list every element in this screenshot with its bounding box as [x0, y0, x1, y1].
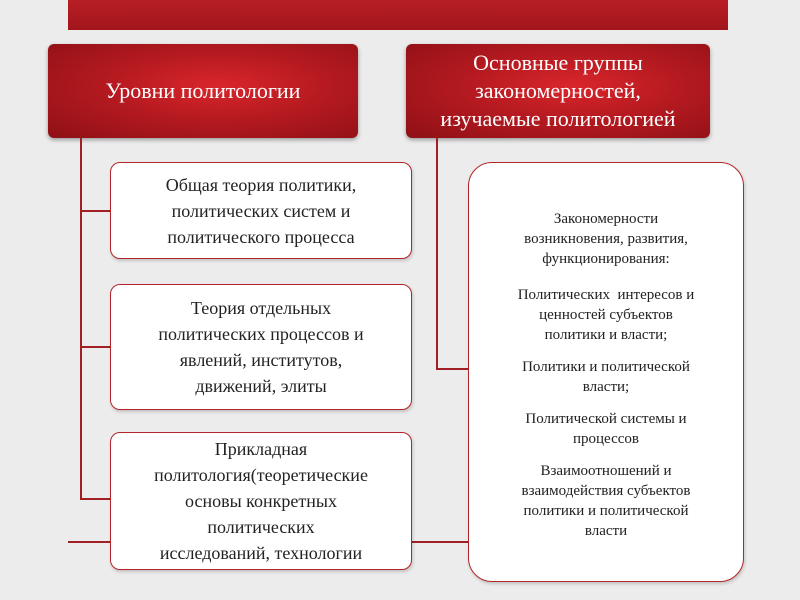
box-text-line: Прикладная	[214, 439, 308, 459]
box-text-line: процессов	[573, 431, 639, 447]
box-text-line: Закономерности	[553, 211, 659, 227]
box-text-line: власти;	[582, 379, 630, 395]
box-special-theory	[110, 284, 412, 410]
box-text-line: Политических интересов и	[517, 287, 695, 303]
box-applied-politology	[110, 432, 412, 570]
connector-to-box-2	[80, 346, 110, 348]
connector-to-box-1	[80, 210, 110, 212]
connector-to-right-box	[436, 368, 468, 370]
pattern-item	[521, 461, 690, 541]
box-general-theory	[110, 162, 412, 259]
box-text-line: исследований, технологии	[159, 543, 363, 563]
box-text-line: власти	[584, 523, 628, 539]
box-text-line: политических систем и	[171, 200, 351, 221]
header-levels-title: Уровни политологии	[105, 78, 301, 103]
pattern-item	[522, 357, 690, 397]
pattern-item	[525, 409, 686, 449]
box-pattern-groups	[468, 162, 744, 582]
box-text-line: политики и политической	[523, 503, 689, 519]
box-text-line: явлений, институтов,	[179, 350, 343, 370]
box-text-line: политических	[207, 517, 315, 537]
box-text-line: политология(теоретические	[154, 465, 368, 485]
box-text-line: движений, элиты	[195, 376, 327, 396]
box-text-line: Взаимоотношений и	[540, 463, 672, 479]
box-text-line: Теория отдельных	[190, 298, 332, 318]
box-text-line: политики и власти;	[544, 327, 668, 343]
box-text-line: политических процессов и	[158, 324, 364, 344]
box-text-line: основы конкретных	[185, 491, 337, 511]
patterns-intro	[524, 209, 688, 269]
box-text-line: взаимодействия субъектов	[521, 483, 691, 499]
header-patterns-line: Основные группы	[473, 50, 643, 75]
box-text-line: ценностей субъектов	[539, 307, 673, 323]
header-patterns-line: закономерностей,	[475, 78, 641, 103]
box-text-line: Политической системы и	[525, 411, 687, 427]
header-patterns-line: изучаемые политологией	[440, 106, 676, 131]
header-levels	[48, 44, 358, 138]
pattern-item	[518, 285, 695, 345]
box-text-line: возникновения, развития,	[524, 231, 688, 247]
box-text-line: функционирования:	[542, 251, 670, 267]
header-patterns	[406, 44, 710, 138]
box-text-line: Политики и политической	[522, 359, 690, 375]
box-text-line: политического процесса	[167, 226, 355, 247]
box-text-line: Общая теория политики,	[165, 174, 357, 195]
connector-to-box-3	[80, 498, 110, 500]
right-vertical-connector	[436, 138, 438, 370]
left-vertical-connector	[80, 138, 82, 500]
top-banner	[68, 0, 728, 30]
